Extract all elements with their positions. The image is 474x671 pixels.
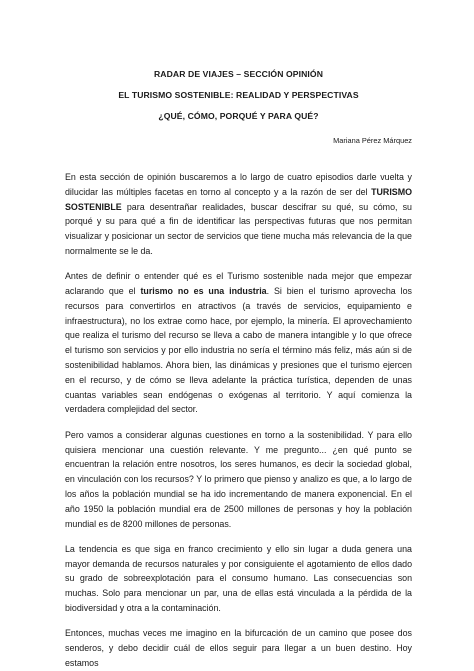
paragraph-1 <box>65 170 412 259</box>
article-subtitle: ¿QUÉ, CÓMO, PORQUÉ Y PARA QUÉ? <box>158 111 319 121</box>
paragraph-3: Pero vamos a considerar algunas cuestiones en torno a la sostenibilidad. Y para ello quisiera mencionar una cuestión relevante. Y me pregunto... ¿en qué punto se encuentran la relación entre nosotros, los seres humanos, es decir la sociedad global, en vinculación con los recursos? Y lo primero que pienso y analizo es que, a lo largo de los años la población mundial se ha ido incrementando de manera exponencial. En el año 1950 la población mundial era de 2500 millones de personas y hoy la población mundial es de 8200 millones de personas. <box>65 429 412 529</box>
paragraph-2 <box>65 269 412 417</box>
author-name: Mariana Pérez Márquez <box>333 136 412 145</box>
paragraph-2-text-c: . Si bien el turismo aprovecha los recursos para convertirlos en atractivos (a través de servicios, equipamiento e infraestructura), no los extrae como hace, por ejemplo, la minería. El aprovechamiento que realiza el turismo del recurso se lleva a cabo de manera intangible y lo que ofrece el turismo son servicios y por ello industria no sería el término más feliz, más aún si de sostenibilidad hablamos. Ahora bien, las dinámicas y presiones que el turismo ejercen en el recurso, y de cómo se lleva adelante la práctica turística, dependen de unas cuantas variables sean endógenas o exógenas al territorio. Y aquí comienza la verdadera complejidad del sector. <box>65 286 412 415</box>
article-title: EL TURISMO SOSTENIBLE: REALIDAD Y PERSPECTIVAS <box>118 90 359 100</box>
section-header: RADAR DE VIAJES – SECCIÓN OPINIÓN <box>154 69 323 79</box>
paragraph-2-bold: turismo no es una industria <box>140 286 267 297</box>
paragraph-1-text-c: para desentrañar realidades, buscar descifrar su qué, su cómo, su porqué y su para qué a fin de identificar las perspectivas futuras que nos permitan visualizar y posicionar un sector de servicios que tiene mucha más relevancia de la que normalmente se le da. <box>65 201 412 256</box>
paragraph-2-text-a: Antes de definir o entender qué es el Turismo sostenible nada mejor que empezar aclarando que el <box>65 271 412 297</box>
paragraph-4: La tendencia es que siga en franco crecimiento y ello sin lugar a duda genera una mayor demanda de recursos naturales y por consiguiente el agotamiento de ellos dado su grado de sobreexplotación para el consumo humano. Las consecuencias son muchas. Solo para mencionar un par, una de ellas está vinculada a la pérdida de la biodiversidad y otra a la contaminación. <box>65 543 412 614</box>
paragraph-5: Entonces, muchas veces me imagino en la bifurcación de un camino que posee dos senderos, y debo decidir cuál de ellos seguir para llegar a un buen destino. Hoy estamos <box>65 628 412 668</box>
paragraph-1-bold: TURISMO SOSTENIBLE <box>65 186 412 212</box>
paragraph-1-text-a: En esta sección de opinión buscaremos a lo largo de cuatro episodios darle vuelta y dilucidar las múltiples facetas en torno al concepto y a la razón de ser del <box>65 172 412 197</box>
